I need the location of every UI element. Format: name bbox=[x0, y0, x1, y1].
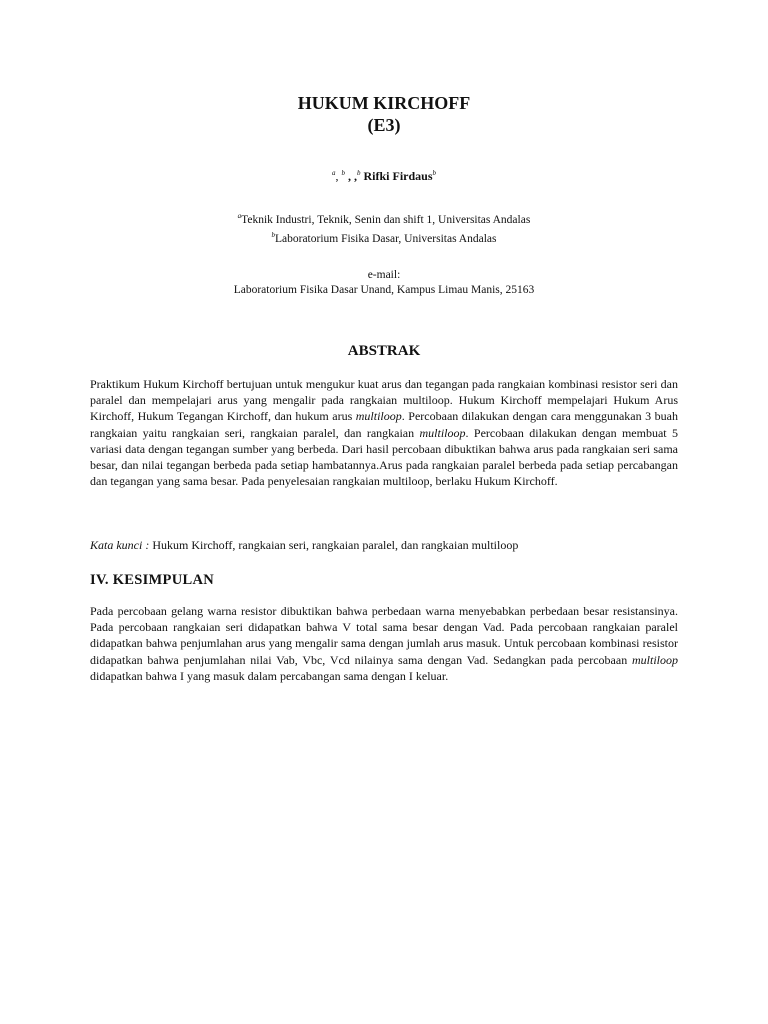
section-heading-kesimpulan: IV. KESIMPULAN bbox=[90, 572, 214, 588]
email-label: e-mail: bbox=[367, 269, 401, 281]
affiliation-a-text: Teknik Industri, Teknik, Senin dan shift 1, Universitas Andalas bbox=[241, 213, 531, 226]
author-line bbox=[0, 165, 768, 184]
conclusion-text-1: Pada percobaan gelang warna resistor dibuktikan bahwa perbedaan warna menyebabkan perbedaan besar resistansinya. Pada percobaan rangkaian seri didapatkan bahwa V total sama besar dengan Vad. Pada percobaan rangkaian paralel didapatkan bahwa penjumlahan arus yang mengalir sama dengan jumlah arus masuk. Untuk percobaan kombinasi resistor didapatkan bahwa penjumlahan nilai Vab, Vbc, Vcd nilainya sama dengan Vad. Sedangkan pada percobaan bbox=[90, 604, 678, 667]
title-line-1: HUKUM KIRCHOFF bbox=[297, 93, 471, 113]
conclusion-italic-1: multiloop bbox=[631, 652, 678, 667]
title-line-2: (E3) bbox=[367, 115, 401, 135]
abstract-italic-1: multiloop bbox=[355, 409, 402, 424]
abstract-body bbox=[90, 376, 678, 489]
author-sup-3: b bbox=[356, 169, 361, 177]
author-sup-4: b bbox=[432, 169, 436, 177]
address-text: Laboratorium Fisika Dasar Unand, Kampus Limau Manis, 25163 bbox=[233, 284, 535, 296]
abstract-text-2: . Percobaan dilakukan dengan cara menggunakan 3 buah rangkaian yaitu rangkaian seri, rangkaian paralel, dan rangkaian bbox=[90, 409, 678, 440]
author-name: Rifki Firdaus bbox=[360, 169, 433, 183]
affiliation-b bbox=[0, 228, 768, 247]
keywords-text: Hukum Kirchoff, rangkaian seri, rangkaian paralel, dan rangkaian multiloop bbox=[149, 538, 519, 552]
keywords-label: Kata kunci : bbox=[90, 538, 150, 552]
author-sup-1: a bbox=[331, 169, 336, 177]
author-sup-2: b bbox=[341, 169, 345, 177]
document-title bbox=[0, 92, 768, 136]
author-separator-2: , , bbox=[344, 169, 357, 183]
abstract-text-1: Praktikum Hukum Kirchoff bertujuan untuk mengukur kuat arus dan tegangan pada rangkaian kombinasi resistor seri dan paralel dan mempelajari arus yang mengalir pada rangkaian multiloop. Hukum Kirchoff mempelajari Hukum Arus Kirchoff, Hukum Tegangan Kirchoff, dan hukum arus bbox=[90, 377, 678, 424]
conclusion-text-2: didapatkan bahwa I yang masuk dalam percabangan sama dengan I keluar. bbox=[90, 668, 449, 683]
affiliation-b-sup: b bbox=[271, 230, 275, 239]
affiliations bbox=[0, 209, 768, 247]
conclusion-body bbox=[90, 603, 678, 684]
affiliation-a-sup: a bbox=[237, 212, 242, 220]
affiliation-a bbox=[0, 209, 768, 228]
abstract-text-3: . Percobaan dilakukan dengan membuat 5 variasi data dengan tegangan sumber yang berbeda. Dari hasil percobaan dibuktikan bahwa arus pada rangkaian seri sama besar, dan nilai tegangan berbeda pada setiap hambatannya.Arus pada rangkaian paralel berbeda pada setiap percabangan dan tegangan yang sama besar. Pada penyelesaian rangkaian multiloop, berlaku Hukum Kirchoff. bbox=[90, 425, 678, 489]
affiliation-b-text: Laboratorium Fisika Dasar, Universitas Andalas bbox=[274, 232, 497, 245]
abstract-italic-2: multiloop bbox=[419, 425, 466, 440]
contact-block bbox=[0, 268, 768, 298]
abstract-heading: ABSTRAK bbox=[347, 343, 421, 359]
author-separator-1: , bbox=[335, 169, 342, 183]
keywords-line bbox=[90, 537, 678, 553]
